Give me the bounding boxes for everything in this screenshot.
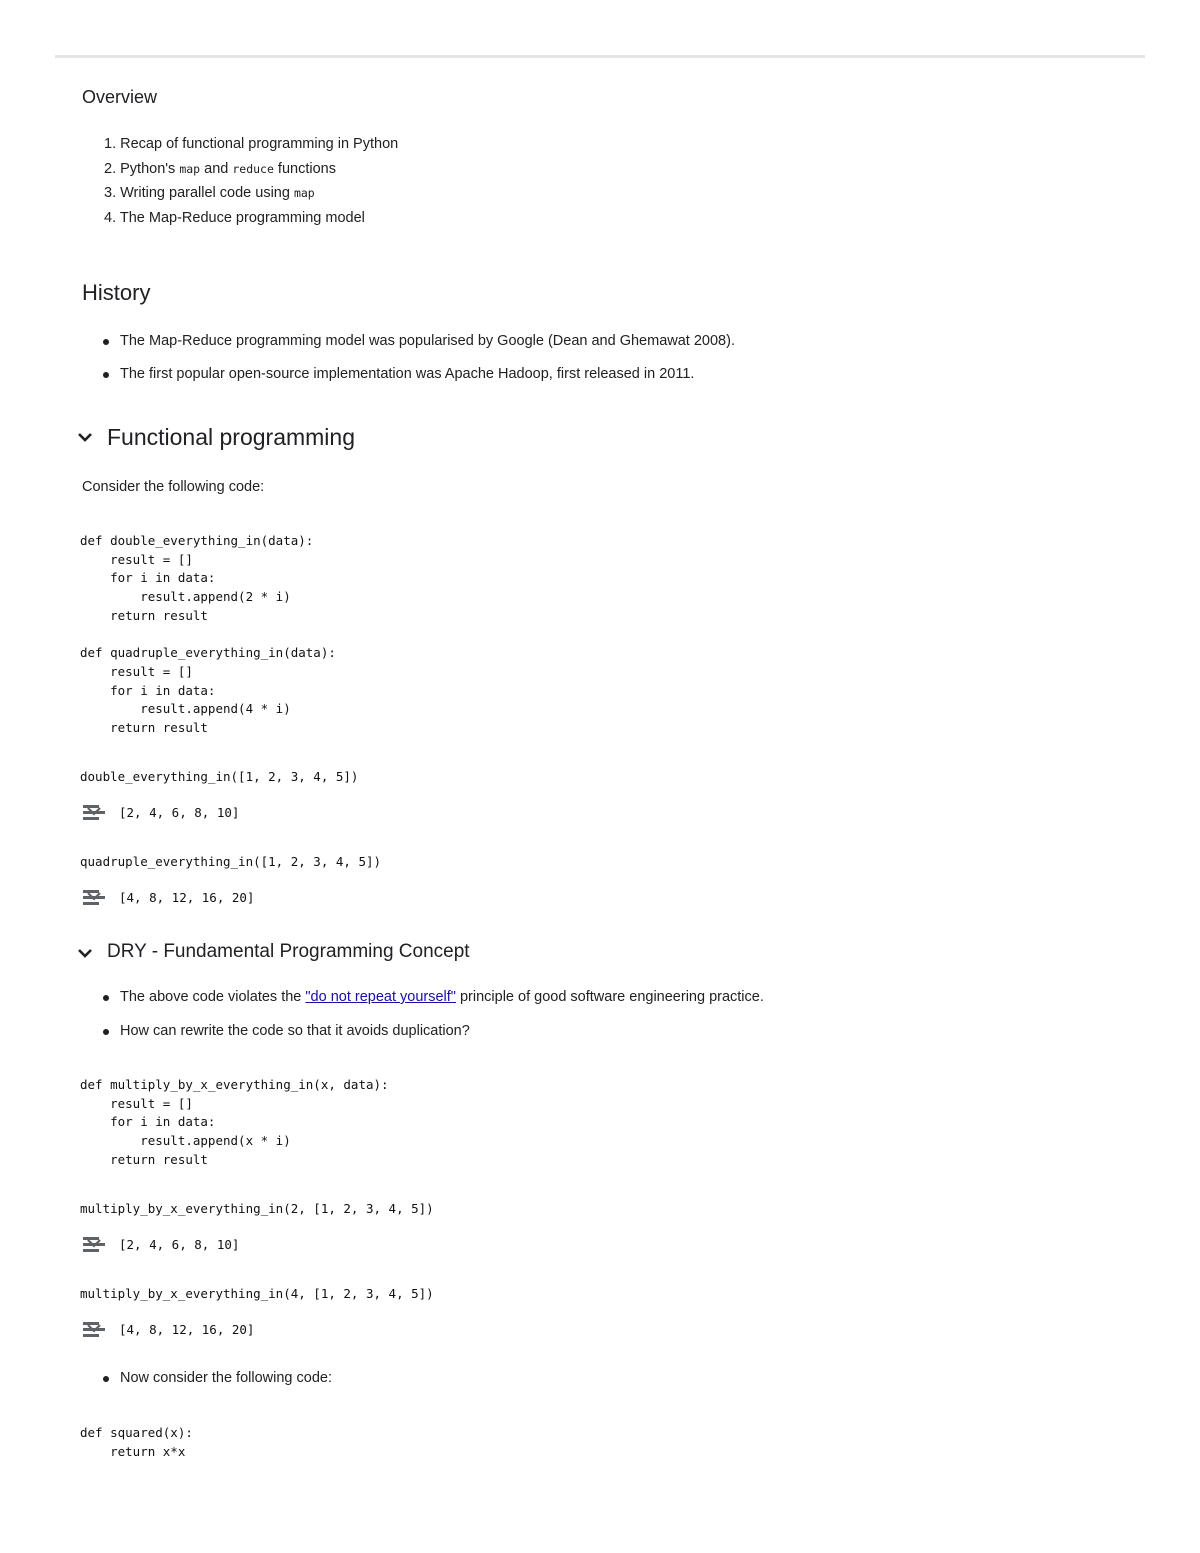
overview-heading: Overview xyxy=(82,87,158,107)
code-cell-call-quadruple[interactable]: quadruple_everything_in([1, 2, 3, 4, 5]) xyxy=(80,854,382,869)
code-cell-double-quadruple[interactable]: def double_everything_in(data): result = [] for i in data: result.append(2 * i) return result def quadruple_everything_in(data): result = [] for i in data: result.append(4 * i) return result xyxy=(80,533,336,736)
code-cell-multiply[interactable]: def multiply_by_x_everything_in(x, data): result = [] for i in data: result.append(x * i) return result xyxy=(80,1077,389,1167)
output-text: [2, 4, 6, 8, 10] xyxy=(119,1237,240,1252)
code-cell-call-multiply-4[interactable]: multiply_by_x_everything_in(4, [1, 2, 3, 4, 5]) xyxy=(80,1286,434,1301)
history-item-1: The Map-Reduce programming model was popularised by Google (Dean and Ghemawat 2008). xyxy=(120,333,735,349)
functional-programming-heading[interactable]: Functional programming xyxy=(107,424,356,450)
bullet-icon xyxy=(103,372,109,378)
output-toggle-icon[interactable] xyxy=(82,889,106,907)
history-heading: History xyxy=(82,280,151,305)
dry-wiki-link[interactable]: "do not repeat yourself" xyxy=(305,989,456,1005)
dry-bullet-3: Now consider the following code: xyxy=(120,1370,332,1386)
output-text: [4, 8, 12, 16, 20] xyxy=(119,1322,255,1337)
code-cell-call-multiply-2[interactable]: multiply_by_x_everything_in(2, [1, 2, 3, 4, 5]) xyxy=(80,1201,434,1216)
output-toggle-icon[interactable] xyxy=(82,1321,106,1339)
output-text: [2, 4, 6, 8, 10] xyxy=(119,805,240,820)
dry-heading[interactable]: DRY - Fundamental Programming Concept xyxy=(107,941,470,962)
bullet-icon xyxy=(103,339,109,345)
top-divider xyxy=(55,55,1145,58)
dry-bullet-1: The above code violates the "do not repeat yourself" principle of good software engineering practice. xyxy=(120,989,764,1005)
bullet-icon xyxy=(103,1376,109,1382)
output-text: [4, 8, 12, 16, 20] xyxy=(119,890,255,905)
chevron-down-icon[interactable] xyxy=(76,428,94,446)
bullet-icon xyxy=(103,995,109,1001)
overview-item-3: 3. Writing parallel code using map xyxy=(104,185,315,201)
code-cell-call-double[interactable]: double_everything_in([1, 2, 3, 4, 5]) xyxy=(80,769,359,784)
dry-bullet-2: How can rewrite the code so that it avoids duplication? xyxy=(120,1023,470,1039)
bullet-icon xyxy=(103,1029,109,1035)
output-toggle-icon[interactable] xyxy=(82,1236,106,1254)
overview-item-4: 4. The Map-Reduce programming model xyxy=(104,210,365,226)
overview-item-2: 2. Python's map and reduce functions xyxy=(104,161,336,177)
intro-text: Consider the following code: xyxy=(82,479,265,495)
chevron-down-icon[interactable] xyxy=(76,944,94,962)
output-toggle-icon[interactable] xyxy=(82,804,106,822)
code-cell-squared[interactable]: def squared(x): return x*x xyxy=(80,1425,193,1459)
overview-item-1: 1. Recap of functional programming in Python xyxy=(104,136,399,152)
history-item-2: The first popular open-source implementation was Apache Hadoop, first released in 2011. xyxy=(120,366,695,382)
